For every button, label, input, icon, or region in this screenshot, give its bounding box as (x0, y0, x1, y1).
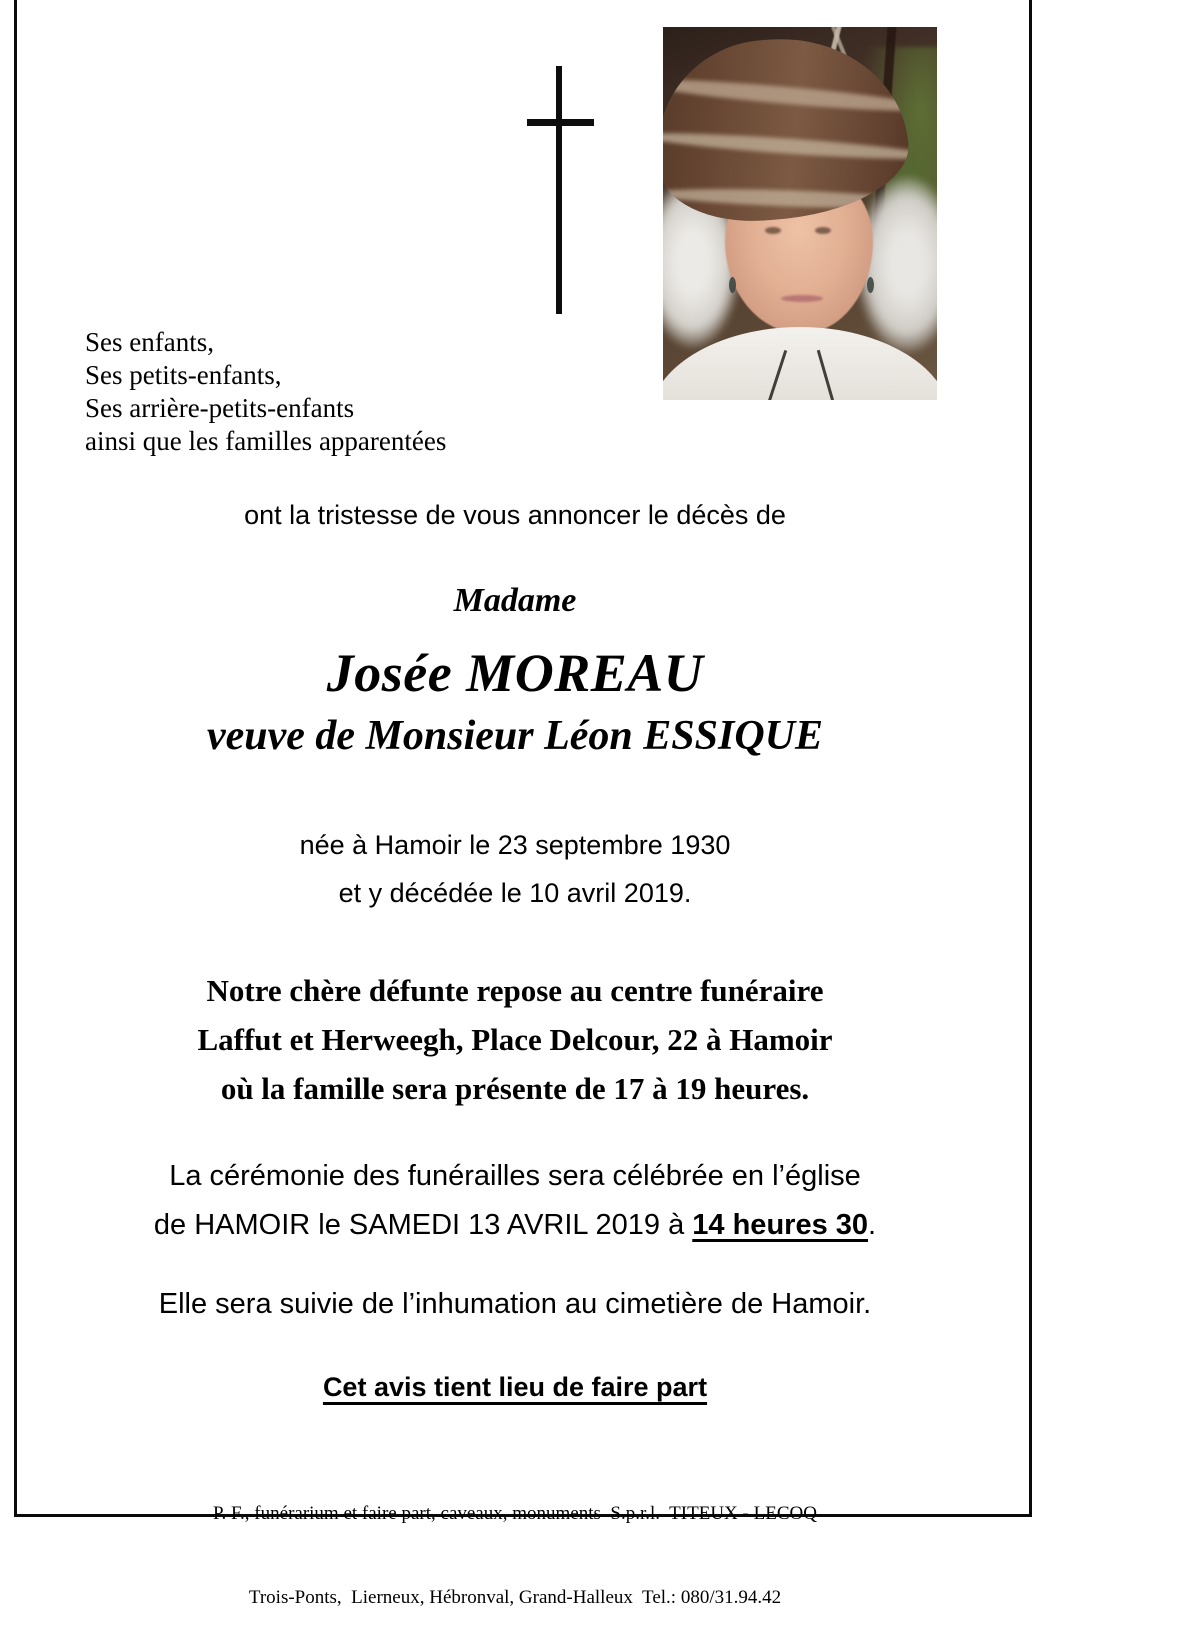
family-line: Ses arrière-petits-enfants (85, 393, 355, 423)
notice-line: Cet avis tient lieu de faire part (322, 1372, 708, 1402)
death-line: et y décédée le 10 avril 2019. (338, 878, 692, 908)
funeral-home-footer (15, 1444, 1015, 1640)
repose-line: Laffut et Herweegh, Place Delcour, 22 à Hamoir (197, 1022, 833, 1057)
photo-eye (815, 227, 831, 234)
cross-horizontal-bar (527, 119, 594, 126)
family-line: ainsi que les familles apparentées (85, 426, 447, 456)
photo-hat-brim (663, 186, 913, 212)
civility-title: Madame (453, 582, 577, 619)
burial-line: Elle sera suivie de l’inhumation au cimetière de Hamoir. (158, 1288, 872, 1320)
ceremony-paragraph (15, 1152, 1015, 1250)
photo-hat-stripe (663, 128, 913, 164)
ceremony-line-1: La cérémonie des funérailles sera célébrée en l’église (169, 1160, 861, 1192)
birth-line: née à Hamoir le 23 septembre 1930 (299, 830, 731, 860)
ceremony-line-2-prefix: de HAMOIR le SAMEDI 13 AVRIL 2019 à (153, 1209, 693, 1241)
photo-mouth (781, 295, 823, 302)
family-line: Ses enfants, (85, 327, 214, 357)
footer-line-1: P. F., funérarium et faire part, caveaux, monuments S.p.r.l. TITEUX - LECOQ (213, 1503, 817, 1524)
portrait-photo (663, 27, 937, 400)
widow-line: veuve de Monsieur Léon ESSIQUE (206, 713, 824, 759)
repose-line: Notre chère défunte repose au centre funéraire (206, 973, 824, 1008)
photo-eye (765, 227, 781, 234)
photo-earring (729, 277, 736, 293)
photo-earring (867, 277, 874, 293)
announcement-text: ont la tristesse de vous annoncer le décès de (244, 500, 786, 530)
ceremony-time: 14 heures 30 (692, 1209, 869, 1241)
repose-paragraph (15, 966, 1015, 1113)
footer-line-2: Trois-Ponts, Lierneux, Hébronval, Grand-Halleux Tel.: 080/31.94.42 (248, 1587, 782, 1608)
repose-line: où la famille sera présente de 17 à 19 heures. (220, 1071, 810, 1106)
ceremony-line-2-suffix: . (868, 1209, 877, 1241)
family-list (85, 326, 446, 458)
deceased-name: Josée MOREAU (326, 643, 704, 703)
photo-hat-stripe (663, 74, 913, 117)
family-line: Ses petits-enfants, (85, 360, 282, 390)
ceremony-line-2 (15, 1201, 1015, 1250)
cross-vertical-bar (556, 66, 562, 314)
